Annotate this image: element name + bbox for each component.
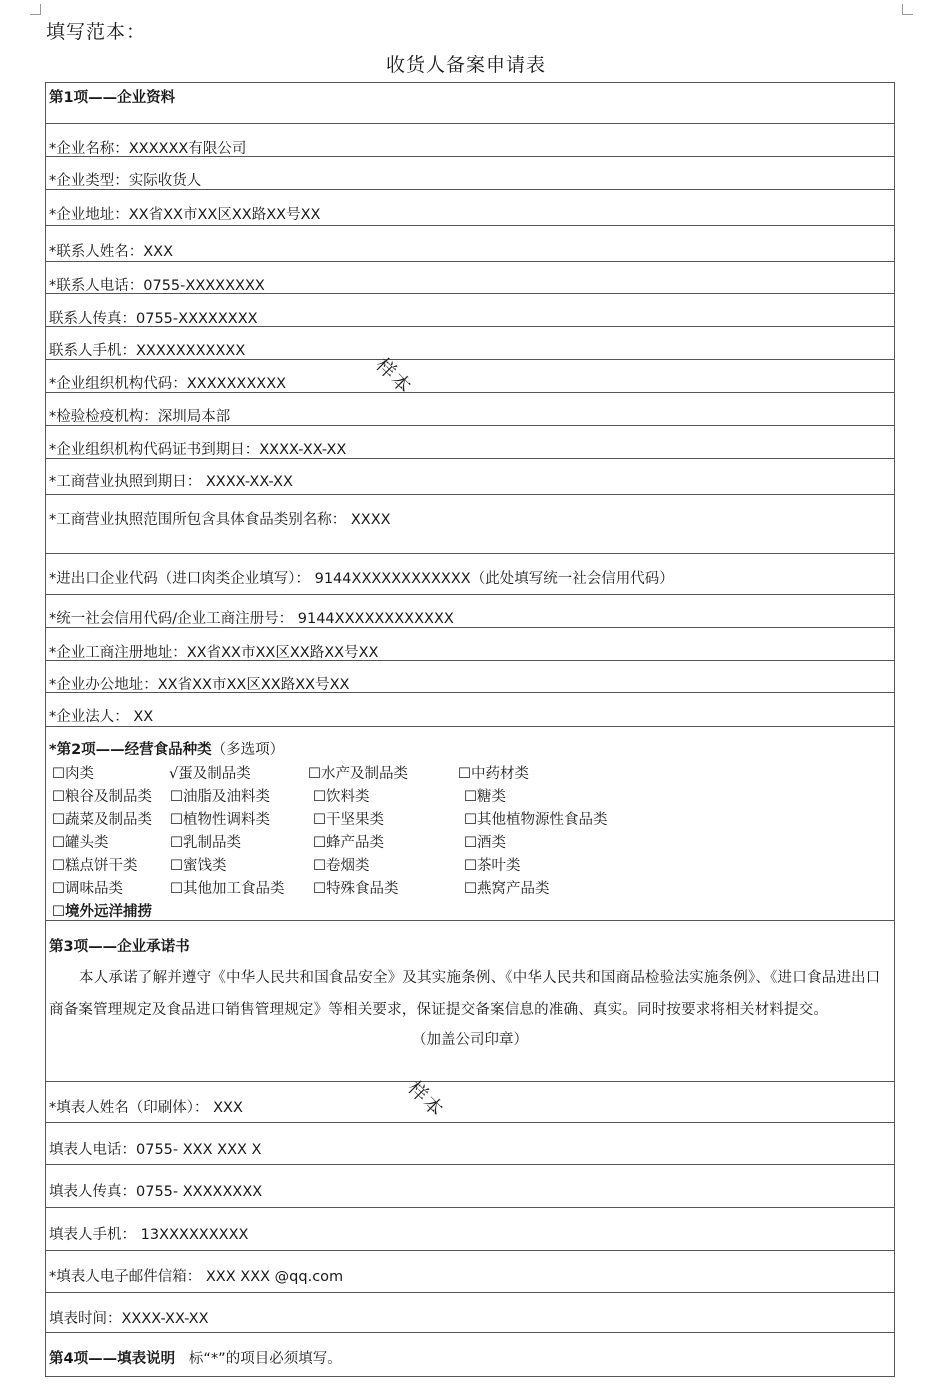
form-row [46,595,894,628]
section3-title: 第3项——企业承诺书 [49,939,190,955]
checkbox-special[interactable]: ☐特殊食品类 [313,881,399,897]
checkbox-grain[interactable]: ☐粮谷及制品类 [52,789,152,805]
checkbox-dairy[interactable]: ☐乳制品类 [170,835,241,851]
contact-name-field: *联系人姓名：XXX [49,244,174,260]
application-form [45,82,895,1377]
section1-title: 第1项——企业资料 [49,90,176,106]
checkbox-spice[interactable]: ☐植物性调料类 [170,812,270,828]
credit-code-field: *统一社会信用代码/企业工商注册号： 9144XXXXXXXXXXXX [49,611,454,627]
section2-title: *第2项——经营食品种类 [49,742,212,758]
checkbox-beverage[interactable]: ☐饮料类 [313,789,370,805]
form-row [46,693,894,727]
checkbox-nuts[interactable]: ☐干坚果类 [313,812,384,828]
page-corner-mark [902,4,913,15]
checkbox-other-plant[interactable]: ☐其他植物源性食品类 [464,812,608,828]
form-row [46,661,894,693]
filler-email-field: *填表人电子邮件信箱： XXX XXX @qq.com [49,1269,344,1285]
legal-person-field: *企业法人： XX [49,709,154,725]
checkbox-pastry[interactable]: ☐糕点饼干类 [52,858,138,874]
contact-fax-field: 联系人传真：0755-XXXXXXXX [49,311,258,327]
section1-title-row [46,83,894,124]
form-row [46,360,894,393]
form-row [46,1208,894,1251]
section4-note: 标“*”的项目必须填写。 [188,1351,342,1367]
form-row [46,554,894,595]
section4-title: 第4项——填表说明 [49,1351,176,1367]
fill-date-field: 填表时间：XXXX-XX-XX [49,1311,209,1327]
checkbox-preserved[interactable]: ☐蜜饯类 [170,858,227,874]
page-corner-mark [30,4,41,15]
checkbox-bee[interactable]: ☐蜂产品类 [313,835,384,851]
form-row [46,1293,894,1333]
checkbox-liquor[interactable]: ☐酒类 [464,835,506,851]
form-row [46,1251,894,1293]
company-type-field: *企业类型：实际收货人 [49,173,202,189]
checkbox-tea[interactable]: ☐茶叶类 [464,858,521,874]
form-row [46,1165,894,1208]
section3-row [46,921,894,1082]
checkbox-aquatic[interactable]: ☐水产及制品类 [308,766,408,782]
checkbox-other-processed[interactable]: ☐其他加工食品类 [170,881,285,897]
checkbox-oil[interactable]: ☐油脂及油料类 [170,789,270,805]
company-name-field: *企业名称：XXXXXX有限公司 [49,141,247,157]
form-row [46,628,894,661]
form-row [46,1082,894,1123]
org-code-field: *企业组织机构代码：XXXXXXXXXX [49,376,287,392]
checkbox-condiment[interactable]: ☐调味品类 [52,881,123,897]
license-expiry-field: *工商营业执照到期日： XXXX-XX-XX [49,474,293,490]
sample-watermark: 样本 [403,1076,449,1123]
section2-subtitle: （多选项） [211,742,285,758]
form-row [46,393,894,426]
checkbox-fishing[interactable]: ☐境外远洋捕捞 [52,904,152,920]
sample-watermark: 样本 [371,353,417,400]
intro-label: 填写范本： [46,21,147,43]
office-address-field: *企业办公地址：XX省XX市XX区XX路XX号XX [49,677,350,693]
form-row [46,495,894,554]
filler-phone-field: 填表人电话：0755- XXX XXX X [49,1142,262,1158]
filler-name-field: *填表人姓名（印刷体）： XXX [49,1100,243,1116]
section2-row [46,727,894,921]
form-row [46,459,894,495]
document-title: 收货人备案申请表 [385,54,546,76]
form-row [46,426,894,459]
inspection-agency-field: *检验检疫机构：深圳局本部 [49,409,231,425]
import-export-code-field: *进出口企业代码（进口肉类企业填写）： 9144XXXXXXXXXXXX（此处填写统一社会信用代码） [49,571,674,587]
form-row [46,262,894,294]
form-row [46,157,894,190]
contact-phone-field: *联系人电话：0755-XXXXXXXX [49,278,265,294]
registered-address-field: *企业工商注册地址：XX省XX市XX区XX路XX号XX [49,645,379,661]
commitment-paragraph: 本人承诺了解并遵守《中华人民共和国食品安全》及其实施条例、《中华人民共和国商品检验法实施条例》、《进口食品进出口商备案管理规定及食品进口销售管理规定》等相关要求，保证提交备案信息的准确、真实。同时按要求将相关材料提交。 [49,970,881,1018]
form-row [46,1123,894,1165]
checkbox-eggs[interactable]: √蛋及制品类 [169,766,251,782]
license-scope-field: *工商营业执照范围所包含具体食品类别名称： XXXX [49,512,391,528]
company-address-field: *企业地址：XX省XX市XX区XX路XX号XX [49,207,321,223]
filler-mobile-field: 填表人手机： 13XXXXXXXXX [49,1227,249,1243]
form-row [46,226,894,262]
contact-mobile-field: 联系人手机：XXXXXXXXXXX [49,343,246,359]
form-row [46,327,894,360]
filler-fax-field: 填表人传真：0755- XXXXXXXX [49,1184,263,1200]
checkbox-tobacco[interactable]: ☐卷烟类 [313,858,370,874]
form-row [46,294,894,327]
checkbox-herbal[interactable]: ☐中药材类 [458,766,529,782]
checkbox-canned[interactable]: ☐罐头类 [52,835,109,851]
section2-heading [49,738,284,759]
checkbox-vegetable[interactable]: ☐蔬菜及制品类 [52,812,152,828]
section4-content [49,1347,342,1368]
section4-row [46,1333,894,1376]
company-seal-note: （加盖公司印章） [412,1032,528,1048]
form-row [46,124,894,157]
checkbox-sugar[interactable]: ☐糖类 [464,789,506,805]
checkbox-birdnest[interactable]: ☐燕窝产品类 [464,881,550,897]
checkbox-meat[interactable]: ☐肉类 [52,766,94,782]
form-row [46,190,894,226]
org-code-expiry-field: *企业组织机构代码证书到期日：XXXX-XX-XX [49,442,347,458]
